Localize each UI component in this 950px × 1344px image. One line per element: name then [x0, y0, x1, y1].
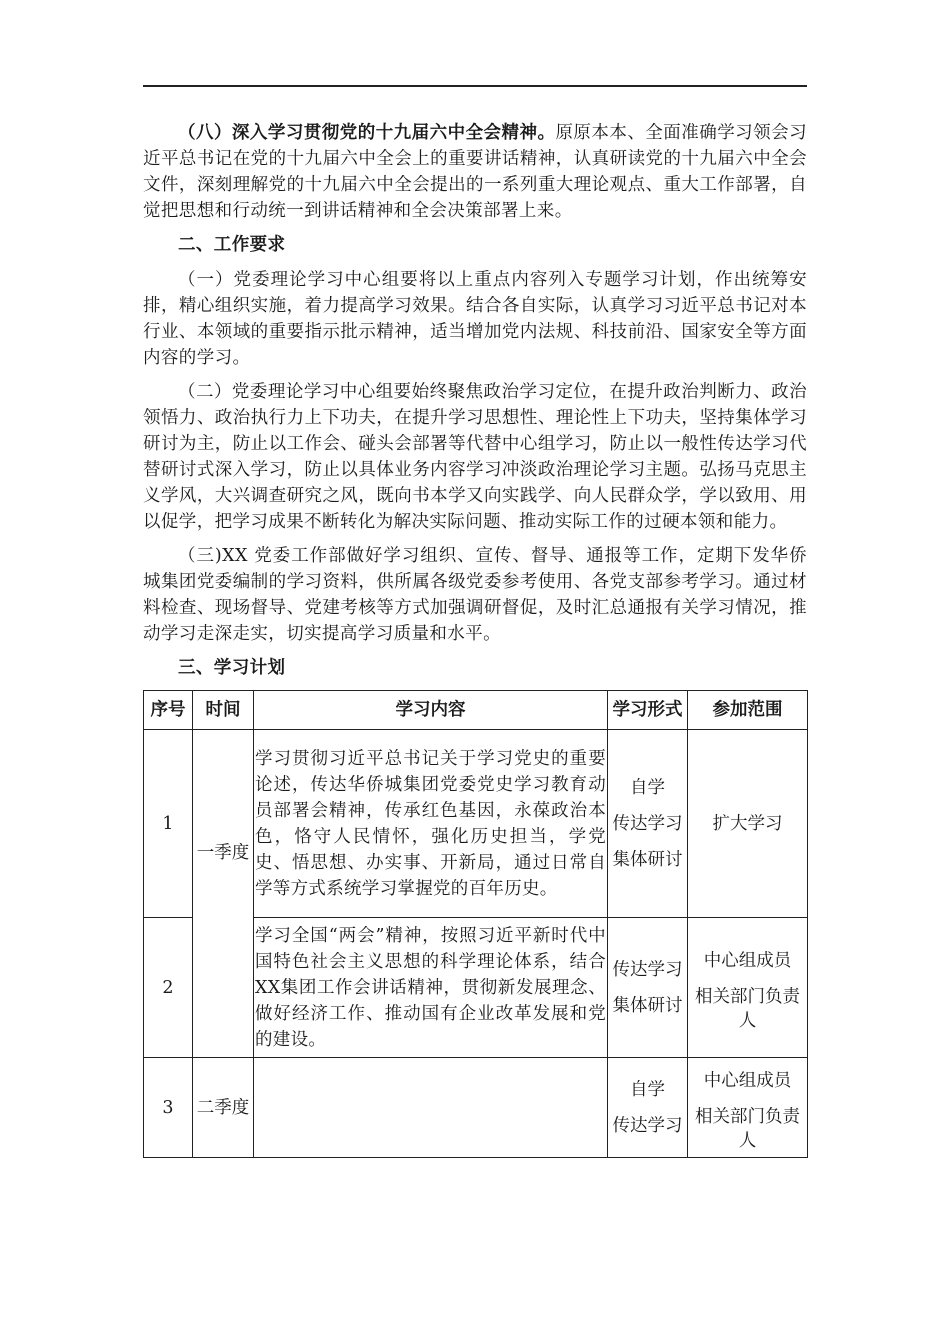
header-form: 学习形式 [608, 691, 688, 730]
form-item: 传达学习 [612, 813, 683, 834]
table-header-row [144, 691, 808, 730]
row-time: 二季度 [193, 1058, 254, 1158]
requirement-item-2: （二）党委理论学习中心组要始终聚焦政治学习定位，在提升政治判断力、政治领悟力、政治执行力上下功夫，在提升学习思想性、理论性上下功夫，坚持集体学习研讨为主，防止以工作会、碰头会部署等代替中心组学习，防止以一般性传达学习代替研讨式深入学习，防止以具体业务内容学习冲淡政治理论学习主题。弘扬马克思主义学风，大兴调查研究之风，既向书本学又向实践学、向人民群众学，学以致用、用以促学，把学习成果不断转化为解决实际问题、推动实际工作的过硬本领和能力。 [143, 382, 807, 532]
form-item: 传达学习 [612, 1115, 683, 1136]
header-content: 学习内容 [254, 691, 608, 730]
study-plan-table [143, 690, 808, 1158]
paragraph-8 [143, 120, 807, 224]
row-content [254, 1058, 608, 1158]
scope-item: 相关部门负责人 [695, 986, 800, 1031]
row-content: 学习贯彻习近平总书记关于学习党史的重要论述，传达华侨城集团党委党史学习教育动员部署会精神，传承红色基因，永葆政治本色，恪守人民情怀，强化历史担当，学党史、悟思想、办实事、开新局，通过日常自学等方式系统学习掌握党的百年历史。 [254, 730, 608, 918]
form-item: 集体研讨 [612, 995, 683, 1016]
row-no: 3 [144, 1058, 193, 1158]
row-no: 1 [144, 730, 193, 918]
scope-item: 中心组成员 [703, 1070, 792, 1091]
row-forms [608, 918, 688, 1058]
table-row [144, 1058, 808, 1158]
scope-item: 相关部门负责人 [695, 1106, 800, 1151]
scope-item: 中心组成员 [703, 950, 792, 971]
section-3-heading: 三、学习计划 [178, 658, 286, 678]
section-2-heading: 二、工作要求 [178, 235, 286, 255]
row-scope [688, 918, 808, 1058]
scope-item: 扩大学习 [712, 813, 783, 834]
form-item: 自学 [630, 777, 665, 798]
row-no: 2 [144, 918, 193, 1058]
row-content: 学习全国“两会”精神，按照习近平新时代中国特色社会主义思想的科学理论体系，结合XX集团工作会讲话精神，贯彻新发展理念、做好经济工作、推动国有企业改革发展和党的建设。 [254, 918, 608, 1058]
document-body [143, 120, 807, 1158]
form-item: 自学 [630, 1079, 665, 1100]
header-scope: 参加范围 [688, 691, 808, 730]
paragraph-8-body: 原原本本、全面准确学习领会习近平总书记在党的十九届六中全会上的重要讲话精神，认真研读党的十九届六中全会文件，深刻理解党的十九届六中全会提出的一系列重大理论观点、重大工作部署，自觉把思想和行动统一到讲话精神和全会决策部署上来。 [143, 123, 807, 221]
form-item: 传达学习 [612, 959, 683, 980]
paragraph-8-lead: （八）深入学习贯彻党的十九届六中全会精神。 [178, 123, 556, 143]
row-time: 一季度 [193, 730, 254, 1058]
row-forms [608, 730, 688, 918]
header-no: 序号 [144, 691, 193, 730]
row-scope [688, 730, 808, 918]
row-scope [688, 1058, 808, 1158]
header-time: 时间 [193, 691, 254, 730]
form-item: 集体研讨 [612, 849, 683, 870]
table-row [144, 730, 808, 918]
row-forms [608, 1058, 688, 1158]
header-rule [143, 85, 807, 87]
requirement-item-1: （一）党委理论学习中心组要将以上重点内容列入专题学习计划，作出统筹安排，精心组织实施，着力提高学习效果。结合各自实际，认真学习习近平总书记对本行业、本领域的重要指示批示精神，适当增加党内法规、科技前沿、国家安全等方面内容的学习。 [143, 270, 807, 368]
requirement-item-3: （三)XX 党委工作部做好学习组织、宣传、督导、通报等工作，定期下发华侨城集团党委编制的学习资料，供所属各级党委参考使用、各党支部参考学习。通过材料检查、现场督导、党建考核等方式加强调研督促，及时汇总通报有关学习情况，推动学习走深走实，切实提高学习质量和水平。 [143, 546, 807, 644]
